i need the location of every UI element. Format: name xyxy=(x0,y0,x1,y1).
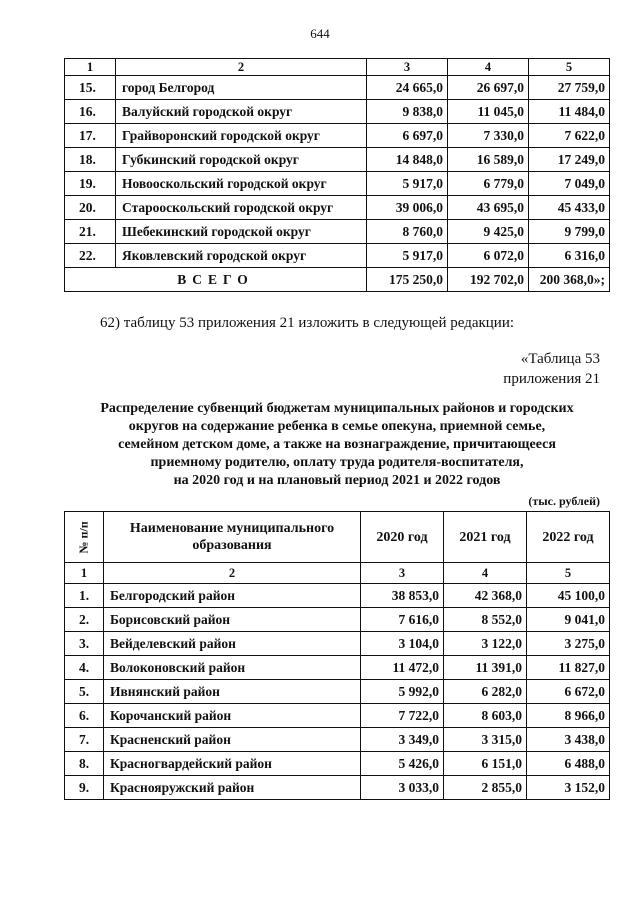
table-row xyxy=(65,584,610,608)
municipal-subsidy-table-continued xyxy=(64,58,610,292)
row-number: 9. xyxy=(65,776,104,800)
row-number: 6. xyxy=(65,704,104,728)
table-row xyxy=(65,776,610,800)
district-name: Волоконовский район xyxy=(104,656,361,680)
row-number: 7. xyxy=(65,728,104,752)
total-2021: 192 702,0 xyxy=(448,268,529,292)
municipality-name: Грайворонский городской округ xyxy=(116,124,367,148)
value-2020: 38 853,0 xyxy=(361,584,444,608)
district-name: Белгородский район xyxy=(104,584,361,608)
row-number: 2. xyxy=(65,608,104,632)
value-2022: 11 827,0 xyxy=(527,656,610,680)
value-2021: 42 368,0 xyxy=(444,584,527,608)
title-line: на 2020 год и на плановый период 2021 и 2022 годов xyxy=(173,473,501,488)
title-line: Распределение субвенций бюджетам муниципальных районов и городских xyxy=(100,401,574,416)
value-2022: 6 672,0 xyxy=(527,680,610,704)
value-2021: 11 045,0 xyxy=(448,100,529,124)
municipality-name: Новооскольский городской округ xyxy=(116,172,367,196)
municipality-name: город Белгород xyxy=(116,76,367,100)
column-number: 3 xyxy=(367,59,448,76)
value-2022: 45 433,0 xyxy=(529,196,610,220)
header-number xyxy=(65,512,104,563)
table-row xyxy=(65,608,610,632)
value-2022: 11 484,0 xyxy=(529,100,610,124)
value-2022: 9 799,0 xyxy=(529,220,610,244)
row-number: 8. xyxy=(65,752,104,776)
row-number: 19. xyxy=(65,172,116,196)
column-number: 1 xyxy=(65,563,104,584)
value-2020: 14 848,0 xyxy=(367,148,448,172)
row-number: 3. xyxy=(65,632,104,656)
row-number: 1. xyxy=(65,584,104,608)
table-row xyxy=(65,656,610,680)
value-2020: 5 917,0 xyxy=(367,172,448,196)
table-row xyxy=(65,124,610,148)
value-2020: 5 917,0 xyxy=(367,244,448,268)
row-number: 4. xyxy=(65,656,104,680)
table-row xyxy=(65,220,610,244)
value-2021: 43 695,0 xyxy=(448,196,529,220)
header-2020: 2020 год xyxy=(361,512,444,563)
value-2022: 7 622,0 xyxy=(529,124,610,148)
row-number: 21. xyxy=(65,220,116,244)
district-name: Красногвардейский район xyxy=(104,752,361,776)
value-2020: 7 616,0 xyxy=(361,608,444,632)
title-line: округов на содержание ребенка в семье опекуна, приемной семье, xyxy=(128,419,546,434)
value-2020: 3 104,0 xyxy=(361,632,444,656)
value-2020: 5 992,0 xyxy=(361,680,444,704)
district-name: Краснояружский район xyxy=(104,776,361,800)
total-2020: 175 250,0 xyxy=(367,268,448,292)
table-row xyxy=(65,752,610,776)
municipality-name: Старооскольский городской округ xyxy=(116,196,367,220)
value-2021: 6 282,0 xyxy=(444,680,527,704)
header-2021: 2021 год xyxy=(444,512,527,563)
value-2021: 26 697,0 xyxy=(448,76,529,100)
value-2021: 2 855,0 xyxy=(444,776,527,800)
value-2020: 7 722,0 xyxy=(361,704,444,728)
column-number: 2 xyxy=(116,59,367,76)
value-2022: 3 152,0 xyxy=(527,776,610,800)
title-line: приемному родителю, оплату труда родителя-воспитателя, xyxy=(150,455,524,470)
value-2022: 8 966,0 xyxy=(527,704,610,728)
table-reference-line: приложения 21 xyxy=(503,371,600,387)
value-2021: 16 589,0 xyxy=(448,148,529,172)
value-2021: 8 552,0 xyxy=(444,608,527,632)
municipality-name: Валуйский городской округ xyxy=(116,100,367,124)
title-line: семейном детском доме, а также на вознаграждение, причитающееся xyxy=(118,437,556,452)
value-2022: 6 316,0 xyxy=(529,244,610,268)
value-2021: 7 330,0 xyxy=(448,124,529,148)
municipality-name: Яковлевский городской округ xyxy=(116,244,367,268)
table-row xyxy=(65,632,610,656)
value-2021: 3 315,0 xyxy=(444,728,527,752)
column-number: 4 xyxy=(444,563,527,584)
value-2022: 3 275,0 xyxy=(527,632,610,656)
value-2020: 3 349,0 xyxy=(361,728,444,752)
value-2021: 11 391,0 xyxy=(444,656,527,680)
value-2020: 9 838,0 xyxy=(367,100,448,124)
value-2022: 6 488,0 xyxy=(527,752,610,776)
value-2020: 6 697,0 xyxy=(367,124,448,148)
value-2022: 17 249,0 xyxy=(529,148,610,172)
value-2022: 7 049,0 xyxy=(529,172,610,196)
total-2022: 200 368,0»; xyxy=(529,268,610,292)
amendment-paragraph: 62) таблицу 53 приложения 21 изложить в следующей редакции: xyxy=(100,315,515,331)
table-title xyxy=(60,400,614,490)
value-2021: 6 151,0 xyxy=(444,752,527,776)
header-number-text: № п/п xyxy=(76,520,91,554)
column-number-row xyxy=(65,563,610,584)
column-number: 3 xyxy=(361,563,444,584)
units-label: (тыс. рублей) xyxy=(528,494,600,508)
table-row xyxy=(65,680,610,704)
value-2020: 24 665,0 xyxy=(367,76,448,100)
table-row xyxy=(65,196,610,220)
value-2022: 45 100,0 xyxy=(527,584,610,608)
table-row xyxy=(65,244,610,268)
column-number: 2 xyxy=(104,563,361,584)
header-name: Наименование муниципального образования xyxy=(104,512,361,563)
page-number: 644 xyxy=(310,26,330,41)
municipality-name: Губкинский городской округ xyxy=(116,148,367,172)
district-name: Красненский район xyxy=(104,728,361,752)
value-2022: 3 438,0 xyxy=(527,728,610,752)
table-reference xyxy=(503,349,600,389)
value-2020: 39 006,0 xyxy=(367,196,448,220)
value-2021: 3 122,0 xyxy=(444,632,527,656)
column-number: 4 xyxy=(448,59,529,76)
row-number: 15. xyxy=(65,76,116,100)
header-row xyxy=(65,512,610,563)
table-row xyxy=(65,100,610,124)
value-2021: 6 779,0 xyxy=(448,172,529,196)
municipality-name: Шебекинский городской округ xyxy=(116,220,367,244)
value-2020: 5 426,0 xyxy=(361,752,444,776)
column-number: 5 xyxy=(529,59,610,76)
row-number: 5. xyxy=(65,680,104,704)
row-number: 16. xyxy=(65,100,116,124)
row-number: 17. xyxy=(65,124,116,148)
district-name: Борисовский район xyxy=(104,608,361,632)
value-2020: 11 472,0 xyxy=(361,656,444,680)
row-number: 20. xyxy=(65,196,116,220)
value-2020: 8 760,0 xyxy=(367,220,448,244)
row-number: 18. xyxy=(65,148,116,172)
value-2022: 9 041,0 xyxy=(527,608,610,632)
row-number: 22. xyxy=(65,244,116,268)
total-label: ВСЕГО xyxy=(65,268,367,292)
table-row xyxy=(65,148,610,172)
table-row xyxy=(65,76,610,100)
value-2021: 9 425,0 xyxy=(448,220,529,244)
column-number: 1 xyxy=(65,59,116,76)
value-2022: 27 759,0 xyxy=(529,76,610,100)
table-row xyxy=(65,704,610,728)
value-2021: 8 603,0 xyxy=(444,704,527,728)
table-row xyxy=(65,172,610,196)
district-name: Вейделевский район xyxy=(104,632,361,656)
table-row xyxy=(65,728,610,752)
district-name: Ивнянский район xyxy=(104,680,361,704)
district-subsidy-table xyxy=(64,511,610,800)
column-number: 5 xyxy=(527,563,610,584)
district-name: Корочанский район xyxy=(104,704,361,728)
value-2020: 3 033,0 xyxy=(361,776,444,800)
table-reference-line: «Таблица 53 xyxy=(520,351,600,367)
total-row xyxy=(65,268,610,292)
value-2021: 6 072,0 xyxy=(448,244,529,268)
header-2022: 2022 год xyxy=(527,512,610,563)
column-number-row xyxy=(65,59,610,76)
